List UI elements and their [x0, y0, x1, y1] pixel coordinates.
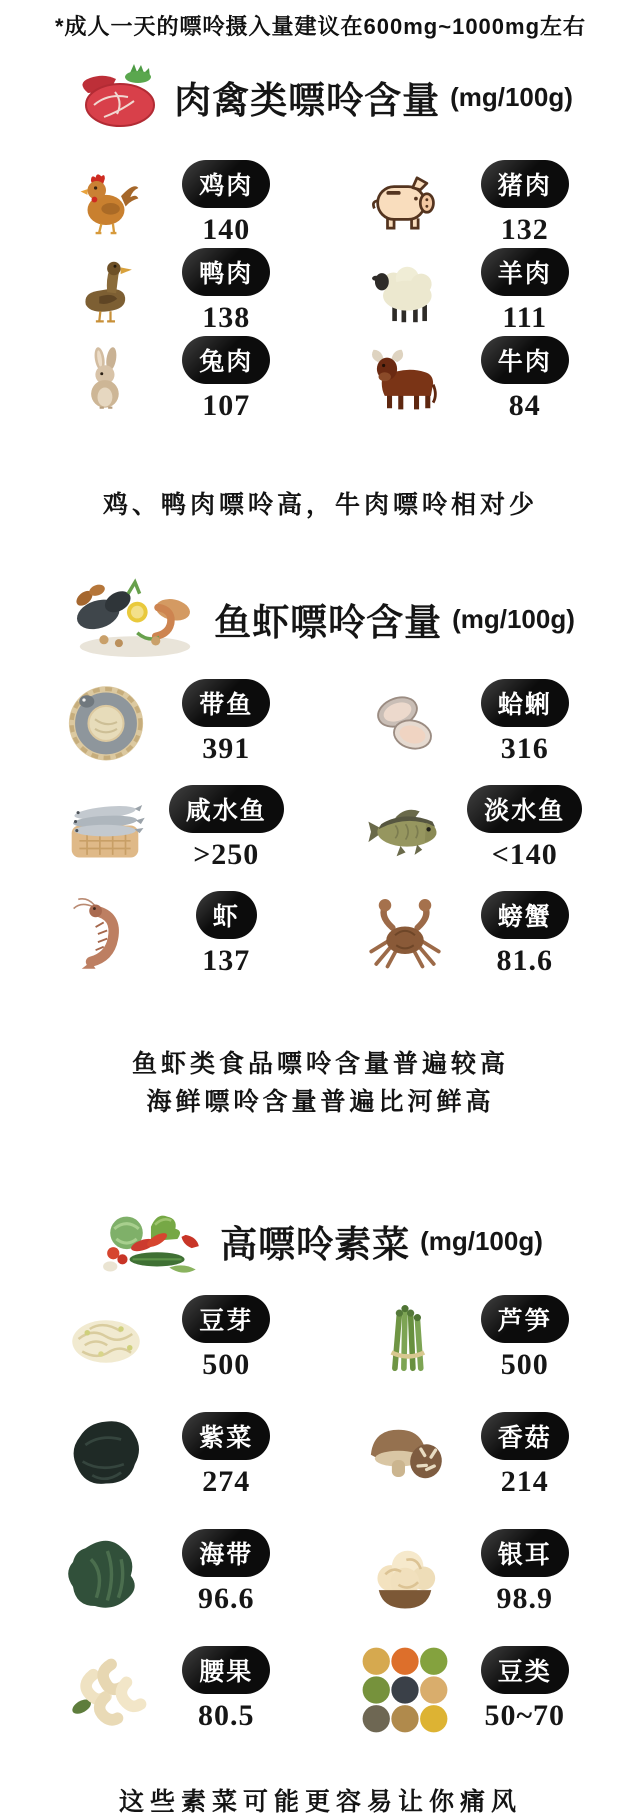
food-item-asparagus	[321, 1280, 620, 1397]
food-item-laver	[22, 1397, 321, 1514]
food-item-bean-sprouts	[22, 1280, 321, 1397]
section-vegetables-title: 高嘌呤素菜	[220, 1224, 411, 1265]
food-value: 132	[500, 212, 549, 246]
section-vegetables-unit: (mg/100g)	[420, 1225, 543, 1256]
asparagus-icon	[359, 1293, 451, 1385]
meat-note: 鸡、鸭肉嘌呤高，牛肉嘌呤相对少	[102, 491, 538, 519]
food-item-beef	[321, 335, 620, 423]
food-label-pill: 豆类	[481, 1646, 569, 1694]
seafood-note-line2: 海鲜嘌呤含量普遍比河鲜高	[146, 1088, 495, 1116]
section-seafood-unit: (mg/100g)	[452, 603, 575, 634]
meat-icon	[68, 61, 164, 133]
food-value: 98.9	[496, 1582, 553, 1615]
food-value: 107	[202, 388, 251, 422]
food-value: 500	[202, 1348, 251, 1381]
shrimp-icon	[60, 888, 152, 980]
rabbit-icon	[60, 333, 152, 425]
food-item-crab	[321, 881, 620, 987]
section-meat-unit: (mg/100g)	[450, 81, 573, 112]
daily-intake-note: *成人一天的嘌呤摄入量建议在600mg~1000mg左右	[54, 14, 587, 39]
clam-icon	[359, 676, 451, 768]
food-value: 84	[508, 388, 541, 422]
food-label-pill: 虾	[196, 891, 257, 939]
food-label-pill: 螃蟹	[481, 891, 569, 939]
section-seafood-header	[0, 571, 641, 667]
food-item-beans	[321, 1631, 620, 1748]
food-item-tremella	[321, 1514, 620, 1631]
seafood-note	[0, 1045, 641, 1121]
food-value: 81.6	[496, 943, 553, 977]
food-item-mutton	[321, 247, 620, 335]
food-label-pill: 羊肉	[481, 248, 569, 296]
bean-sprouts-icon	[60, 1293, 152, 1385]
shiitake-icon	[359, 1410, 451, 1502]
food-value: 214	[500, 1465, 549, 1498]
food-label-pill: 牛肉	[481, 336, 569, 384]
food-item-rabbit	[22, 335, 321, 423]
food-value: 391	[202, 731, 251, 765]
food-item-duck	[22, 247, 321, 335]
food-value: 138	[202, 300, 251, 334]
chicken-icon	[60, 157, 152, 249]
food-label-pill: 鸡肉	[182, 160, 270, 208]
food-value: 50~70	[484, 1699, 566, 1732]
food-value: 316	[500, 731, 549, 765]
food-label-pill: 带鱼	[182, 679, 270, 727]
food-label-pill: 淡水鱼	[467, 785, 582, 833]
food-item-cashew	[22, 1631, 321, 1748]
seafood-grid	[0, 669, 641, 987]
vegetables-grid	[0, 1280, 641, 1748]
food-value: 96.6	[198, 1582, 255, 1615]
section-vegetables-header	[0, 1206, 641, 1276]
food-value: 80.5	[198, 1699, 255, 1732]
food-item-clam	[321, 669, 620, 775]
hairtail-basket-icon	[60, 676, 152, 768]
salted-fish-icon	[59, 782, 151, 874]
seafood-platter-icon	[66, 573, 204, 665]
duck-icon	[60, 245, 152, 337]
food-label-pill: 豆芽	[182, 1295, 270, 1343]
food-label-pill: 香菇	[481, 1412, 569, 1460]
meat-grid	[0, 159, 641, 423]
laver-icon	[60, 1410, 152, 1502]
seafood-note-line1: 鱼虾类食品嘌呤含量普遍较高	[131, 1050, 509, 1078]
food-label-pill: 鸭肉	[182, 248, 270, 296]
sheep-icon	[359, 245, 451, 337]
food-item-shiitake	[321, 1397, 620, 1514]
food-label-pill: 蛤蜊	[481, 679, 569, 727]
food-value: 140	[202, 212, 251, 246]
food-item-shrimp	[22, 881, 321, 987]
food-value: 137	[202, 943, 251, 977]
crab-icon	[359, 888, 451, 980]
vegetables-icon	[98, 1200, 210, 1282]
food-item-freshwater-fish	[321, 775, 620, 881]
tremella-icon	[359, 1527, 451, 1619]
food-value: >250	[193, 837, 260, 871]
pig-icon	[359, 157, 451, 249]
food-label-pill: 兔肉	[182, 336, 270, 384]
food-value: <140	[491, 837, 558, 871]
section-meat-title: 肉禽类嘌呤含量	[174, 80, 441, 121]
food-item-hairtail	[22, 669, 321, 775]
vegetables-note: 这些素菜可能更容易让你痛风	[118, 1788, 522, 1816]
food-label-pill: 腰果	[182, 1646, 270, 1694]
food-label-pill: 咸水鱼	[169, 785, 284, 833]
food-item-chicken	[22, 159, 321, 247]
food-label-pill: 猪肉	[481, 160, 569, 208]
food-label-pill: 银耳	[481, 1529, 569, 1577]
section-meat-header	[0, 55, 641, 139]
food-item-saltwater-fish	[22, 775, 321, 881]
section-seafood-title: 鱼虾嘌呤含量	[214, 602, 443, 643]
food-value: 111	[502, 300, 548, 334]
food-item-kelp	[22, 1514, 321, 1631]
food-item-pork	[321, 159, 620, 247]
food-label-pill: 芦笋	[481, 1295, 569, 1343]
bull-icon	[359, 333, 451, 425]
carp-icon	[357, 782, 449, 874]
beans-icon	[359, 1644, 451, 1736]
food-label-pill: 紫菜	[182, 1412, 270, 1460]
kelp-icon	[60, 1527, 152, 1619]
food-label-pill: 海带	[182, 1529, 270, 1577]
cashew-icon	[60, 1644, 152, 1736]
food-value: 274	[202, 1465, 251, 1498]
food-value: 500	[500, 1348, 549, 1381]
